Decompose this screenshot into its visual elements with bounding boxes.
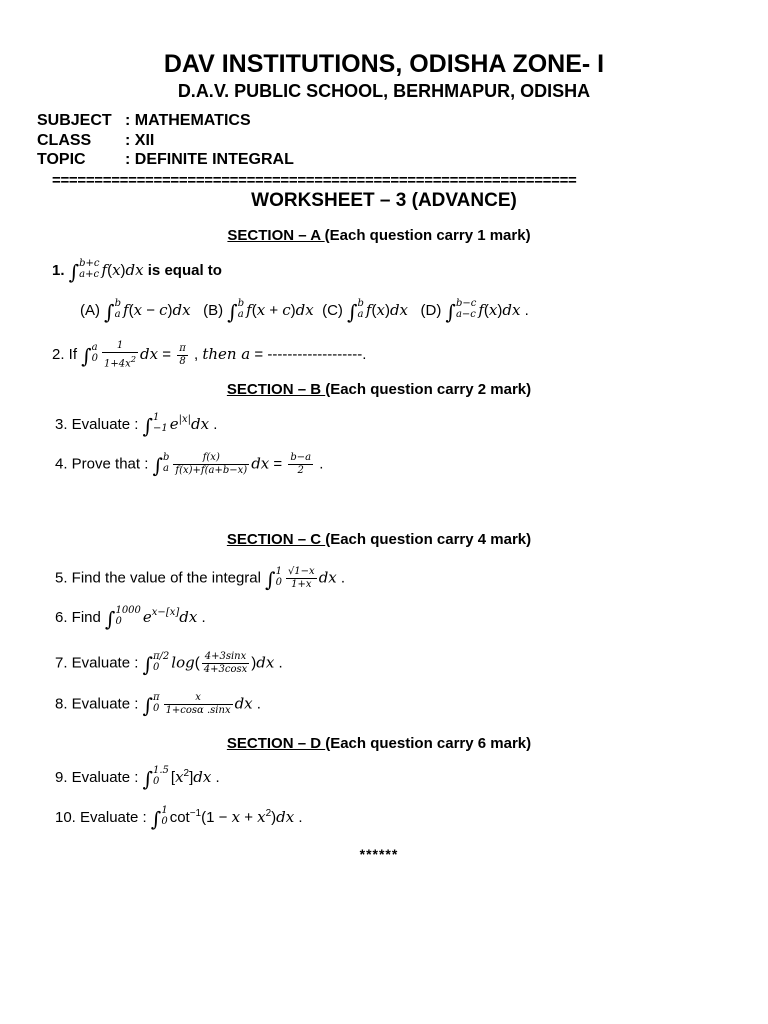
question-text: 7. Evaluate : [55,654,139,672]
question-1-options: (A) ∫ b a f(x − c)dx (B) ∫ b a f(x + c)dx (C) ∫ b a f(x)dx (D) ∫ b−c a−c f(x)dx . [80,298,529,324]
option-a-label: (A) [80,302,100,319]
meta-key: TOPIC [37,151,86,168]
meta-value: : DEFINITE INTEGRAL [125,151,294,168]
question-9: 9. Evaluate : ∫ 1.5 0 $[x^2]dx$ . [55,765,220,791]
section-label: SECTION – A [227,227,325,244]
meta-subject [37,112,251,130]
question-text: 5. Find the value of the integral [55,569,261,587]
document-title: DAV INSTITUTIONS, ODISHA ZONE- I [163,50,605,78]
worksheet-title: WORKSHEET – 3 (ADVANCE) [251,190,517,211]
section-a-heading [0,227,758,244]
meta-value: : MATHEMATICS [125,112,251,129]
section-note: (Each question carry 4 mark) [325,531,532,548]
question-text: 6. Find [55,609,101,626]
section-label: SECTION – D [226,735,326,752]
question-7: 7. Evaluate : ∫ π/2 0 log( $\frac{4+3\sin x}{4+3\cos x}$ )dx . [55,650,283,677]
section-note: (Each question carry 6 mark) [325,735,532,752]
section-label: SECTION – B [226,381,326,398]
question-2: 2. If ∫ a 0 $\frac{1}{1+4x^2}$ dx = $\frac{\pi}{8}$ , then a = -------------------. [52,340,367,370]
question-5: 5. Find the value of the integral ∫ 1 0 $\frac{√1-x}{1+x}$ dx . [55,565,346,592]
question-3: 3. Evaluate : ∫ 1 −1 $e^{|x|}dx$ . [55,412,218,438]
question-10: 10. Evaluate : ∫ 1 0 $\cot^{-1}(1 - x + x^2)dx$ . [55,805,303,831]
answer-blank: -------------------. [267,346,367,364]
section-note: (Each question carry 2 mark) [325,381,532,398]
option-d-label: (D) [420,302,442,319]
question-text: 4. Prove that : [55,455,149,473]
meta-key: SUBJECT [37,112,112,129]
end-mark: ****** [359,846,399,862]
question-text: 9. Evaluate : [55,769,139,786]
question-4: 4. Prove that : ∫ b a $\frac{f(x)}{f(x)+f(a+b-x)}$ dx = $\frac{b-a}{2}$ . [55,451,324,478]
section-c-heading [0,531,758,548]
meta-value: : XII [125,132,155,149]
question-8: 8. Evaluate : ∫ π 0 $\frac{x}{1+\cos\alpha .\sin x}$ dx . [55,691,261,718]
option-b-label: (B) [203,302,224,319]
section-label: SECTION – C [226,531,326,548]
separator-rule: ============================================================== [52,172,577,189]
question-6: 6. Find ∫ 1000 0 $e^{x-[x]}dx$ . [55,605,206,631]
school-name: D.A.V. PUBLIC SCHOOL, BERHMAPUR, ODISHA [177,81,591,101]
question-text: 3. Evaluate : [55,416,139,433]
question-text: 8. Evaluate : [55,695,139,713]
meta-topic [37,151,294,169]
question-1: 1. ∫ b+c a+c f(x)dx is equal to [52,258,222,284]
meta-key: CLASS [37,132,92,149]
question-text: is equal to [147,262,222,279]
option-c-label: (C) [322,302,343,319]
section-d-heading [0,735,758,752]
section-b-heading [0,381,758,398]
question-text: 2. If [52,346,78,364]
meta-class [37,132,154,150]
question-number: 1. [52,262,65,279]
question-text: 10. Evaluate : [55,809,147,826]
section-note: (Each question carry 1 mark) [324,227,531,244]
